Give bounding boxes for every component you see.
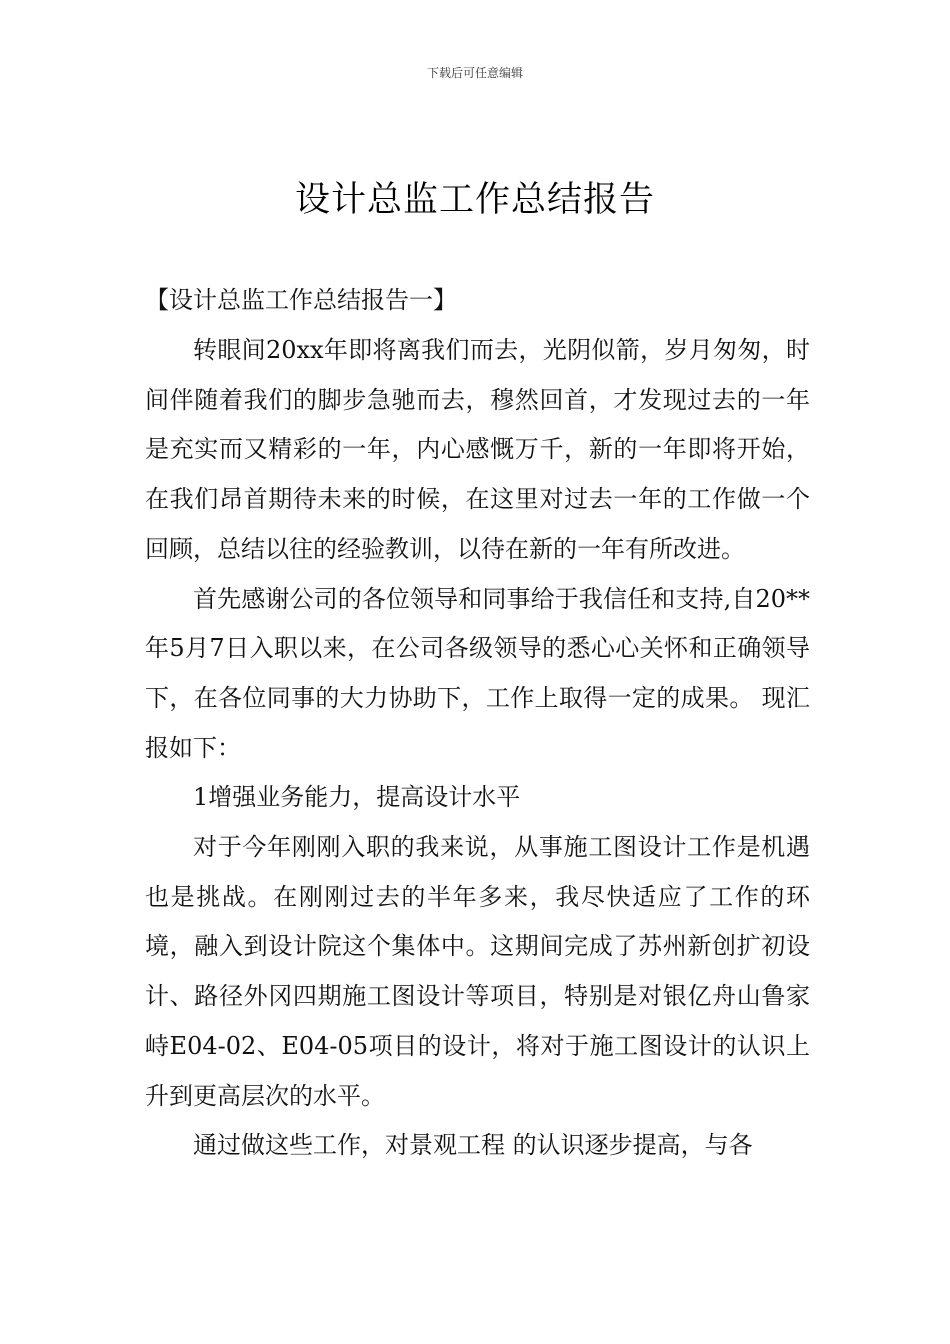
paragraph-work-details: 对于今年刚刚入职的我来说，从事施工图设计工作是机遇也是挑战。在刚刚过去的半年多来，我尽快适应了工作的环境，融入到设计院这个集体中。这期间完成了苏州新创扩初设计、路径外冈四期施工图设计等项目，特别是对银亿舟山鲁家峙E04-02、E04-05项目的设计，将对于施工图设计的认识上升到更高层次的水平。 (145, 833, 810, 1110)
section-heading: 【设计总监工作总结报告一】 (145, 286, 457, 314)
document-title: 设计总监工作总结报告 (294, 180, 655, 220)
page-header-note: 下载后可任意编辑 (426, 66, 523, 80)
paragraph-subheading: 1增强业务能力，提高设计水平 (193, 783, 521, 812)
document-body (145, 326, 810, 1171)
paragraph-intro: 转眼间20xx年即将离我们而去，光阴似箭，岁月匆匆，时间伴随着我们的脚步急驰而去，穆然回首，才发现过去的一年是充实而又精彩的一年，内心感慨万千，新的一年即将开始，在我们昂首期待未来的时候，在这里对过去一年的工作做一个回顾，总结以往的经验教训，以待在新的一年有所改进。 (145, 336, 810, 563)
paragraph-continued: 通过做这些工作，对景观工程 的认识逐步提高，与各 (193, 1131, 753, 1160)
paragraph-thanks: 首先感谢公司的各位领导和同事给于我信任和支持,自20**年5月7日入职以来，在公司各级领导的悉心心关怀和正确领导下，在各位同事的大力协助下，工作上取得一定的成果。 现汇报如下： (145, 584, 810, 762)
